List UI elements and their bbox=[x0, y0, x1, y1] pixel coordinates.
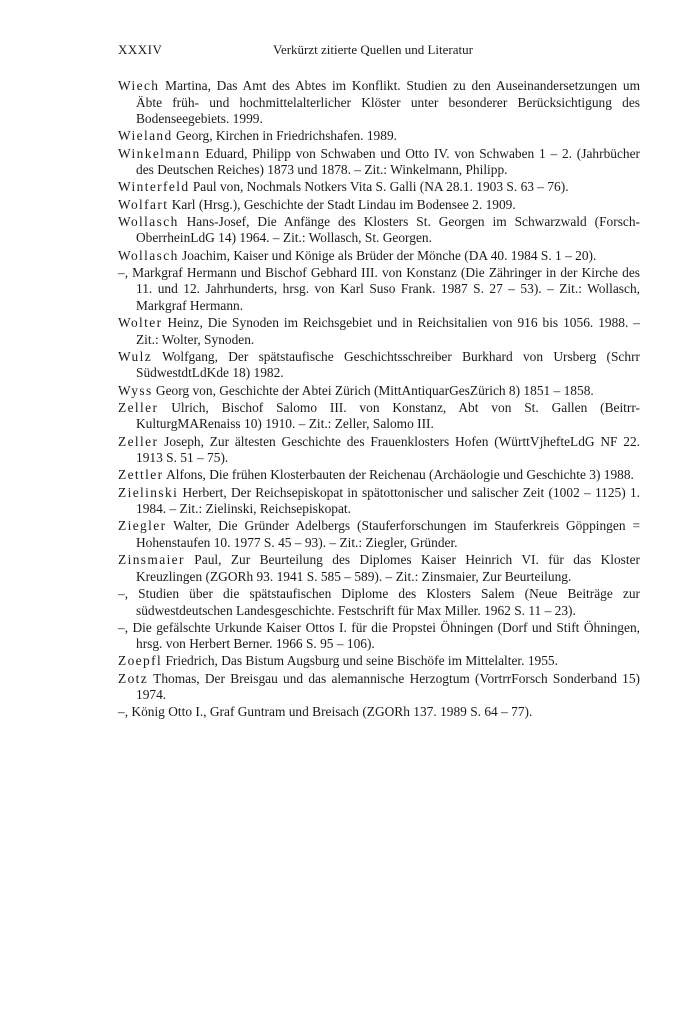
entry-text: Walter, Die Gründer Adelbergs (Stauferforschungen im Stauferkreis Göppingen = Hohenstaufen 10. 1977 S. 45 – 93). – Zit.: Ziegler, Gründer. bbox=[136, 518, 640, 550]
entry-author: Wolter bbox=[118, 315, 163, 331]
entry-text: Wolfgang, Der spätstaufische Geschichtsschreiber Burkhard von Ursberg (Schrr SüdwestdtLdKde 18) 1982. bbox=[136, 348, 640, 381]
entry-author: Wolfart bbox=[118, 196, 169, 212]
entry-text: Joseph, Zur ältesten Geschichte des Frauenklosters Hofen (WürttVjhefteLdG NF 22. 1913 S. 51 – 75). bbox=[136, 433, 640, 466]
entry-author: Wyss bbox=[118, 382, 153, 398]
entry-author: Winterfeld bbox=[118, 179, 190, 195]
bibliography-entry bbox=[118, 179, 640, 196]
bibliography-entry bbox=[118, 620, 640, 653]
entry-text: Friedrich, Das Bistum Augsburg und seine Bischöfe im Mittelalter. 1955. bbox=[162, 653, 558, 669]
bibliography-entry bbox=[118, 586, 640, 619]
bibliography-entry bbox=[118, 552, 640, 585]
entry-author: Zoepfl bbox=[118, 653, 163, 669]
bibliography-entry bbox=[118, 248, 640, 265]
bibliography-entry bbox=[118, 485, 640, 518]
bibliography-entry bbox=[118, 434, 640, 467]
entry-author: –, bbox=[118, 585, 129, 601]
entry-text: Ulrich, Bischof Salomo III. von Konstanz, Abt von St. Gallen (Beitrr-KulturgMARenaiss 10) 1910. – Zit.: Zeller, Salomo III. bbox=[136, 399, 640, 432]
entry-text: Georg von, Geschichte der Abtei Zürich (MittAntiquarGesZürich 8) 1851 – 1858. bbox=[152, 382, 594, 398]
entry-author: Wollasch bbox=[118, 213, 179, 229]
page-header bbox=[118, 42, 600, 62]
entry-author: Wiech bbox=[118, 78, 160, 93]
entry-text: König Otto I., Graf Guntram und Breisach (ZGORh 137. 1989 S. 64 – 77). bbox=[128, 704, 533, 720]
bibliography-entry bbox=[118, 128, 640, 145]
entry-text: Markgraf Hermann und Bischof Gebhard III. von Konstanz (Die Zähringer in der Kirche des 11. und 12. Jahrhunderts, hrsg. von Karl Suso Frank. 1987 S. 27 – 53). – Zit.: Wollasch, Markgraf Hermann. bbox=[128, 264, 640, 313]
entry-author: Winkelmann bbox=[118, 145, 201, 161]
entry-text: Herbert, Der Reichsepiskopat in spätottonischer und salischer Zeit (1002 – 1125) 1. 1984. – Zit.: Zielinski, Reichsepiskopat. bbox=[136, 484, 640, 517]
entry-text: Eduard, Philipp von Schwaben und Otto IV. von Schwaben 1 – 2. (Jahrbücher des Deutschen Reiches) 1873 und 1878. – Zit.: Winkelmann, Philipp. bbox=[136, 145, 640, 178]
bibliography-list bbox=[118, 78, 640, 722]
entry-text: Heinz, Die Synoden im Reichsgebiet und in Reichsitalien von 916 bis 1056. 1988. – Zit.: Wolter, Synoden. bbox=[136, 315, 640, 347]
bibliography-entry bbox=[118, 315, 640, 348]
entry-author: Wulz bbox=[118, 348, 153, 364]
entry-author: Zinsmaier bbox=[118, 552, 185, 568]
entry-author: –, bbox=[118, 264, 129, 280]
entry-author: –, bbox=[118, 619, 129, 635]
entry-text: Die gefälschte Urkunde Kaiser Ottos I. für die Propstei Öhningen (Dorf und Stift Öhningen, hrsg. von Herbert Berner. 1966 S. 95 – 106). bbox=[128, 619, 640, 652]
entry-text: Karl (Hrsg.), Geschichte der Stadt Lindau im Bodensee 2. 1909. bbox=[168, 196, 516, 212]
entry-author: Ziegler bbox=[118, 518, 167, 534]
page-number: XXXIV bbox=[118, 42, 163, 57]
entry-author: Wollasch bbox=[118, 247, 179, 263]
entry-author: Wieland bbox=[118, 128, 173, 144]
bibliography-entry bbox=[118, 383, 640, 400]
bibliography-entry bbox=[118, 467, 640, 484]
entry-author: Zielinski bbox=[118, 484, 179, 500]
bibliography-entry bbox=[118, 78, 640, 128]
bibliography-entry bbox=[118, 653, 640, 670]
bibliography-entry bbox=[118, 349, 640, 382]
entry-text: Paul, Zur Beurteilung des Diplomes Kaiser Heinrich VI. für das Kloster Kreuzlingen (ZGORh 93. 1941 S. 585 – 589). – Zit.: Zinsmaier, Zur Beurteilung. bbox=[136, 552, 640, 584]
entry-text: Paul von, Nochmals Notkers Vita S. Galli (NA 28.1. 1903 S. 63 – 76). bbox=[189, 179, 569, 195]
bibliography-entry bbox=[118, 214, 640, 247]
entry-text: Studien über die spätstaufischen Diplome des Klosters Salem (Neue Beiträge zur südwestdeutschen Landesgeschichte. Festschrift für Max Miller. 1962 S. 11 – 23). bbox=[128, 585, 640, 618]
entry-text: Thomas, Der Breisgau und das alemannische Herzogtum (VortrrForsch Sonderband 15) 1974. bbox=[136, 670, 640, 703]
entry-text: Georg, Kirchen in Friedrichshafen. 1989. bbox=[172, 128, 397, 144]
bibliography-entry bbox=[118, 671, 640, 704]
entry-text: Alfons, Die frühen Klosterbauten der Reichenau (Archäologie und Geschichte 3) 1988. bbox=[163, 467, 634, 483]
bibliography-entry bbox=[118, 704, 640, 721]
bibliography-entry bbox=[118, 146, 640, 179]
bibliography-entry bbox=[118, 518, 640, 551]
entry-text: Hans-Josef, Die Anfänge des Klosters St. Georgen im Schwarzwald (Forsch-OberrheinLdG 14) 1964. – Zit.: Wollasch, St. Georgen. bbox=[136, 213, 640, 246]
entry-text: Martina, Das Amt des Abtes im Konflikt. Studien zu den Auseinandersetzungen um Äbte früh- und hochmittelalterlicher Klöster unter besonderer Berücksichtigung des Bodenseegebiets. 1999. bbox=[136, 78, 640, 127]
bibliography-entry bbox=[118, 197, 640, 214]
entry-author: Zeller bbox=[118, 433, 159, 449]
entry-author: Zotz bbox=[118, 670, 149, 686]
entry-author: Zeller bbox=[118, 399, 159, 415]
entry-text: Joachim, Kaiser und Könige als Brüder der Mönche (DA 40. 1984 S. 1 – 20). bbox=[178, 247, 597, 263]
entry-author: –, bbox=[118, 704, 129, 720]
running-title: Verkürzt zitierte Quellen und Literatur bbox=[273, 42, 473, 57]
bibliography-entry bbox=[118, 400, 640, 433]
bibliography-entry bbox=[118, 265, 640, 315]
entry-author: Zettler bbox=[118, 467, 164, 483]
